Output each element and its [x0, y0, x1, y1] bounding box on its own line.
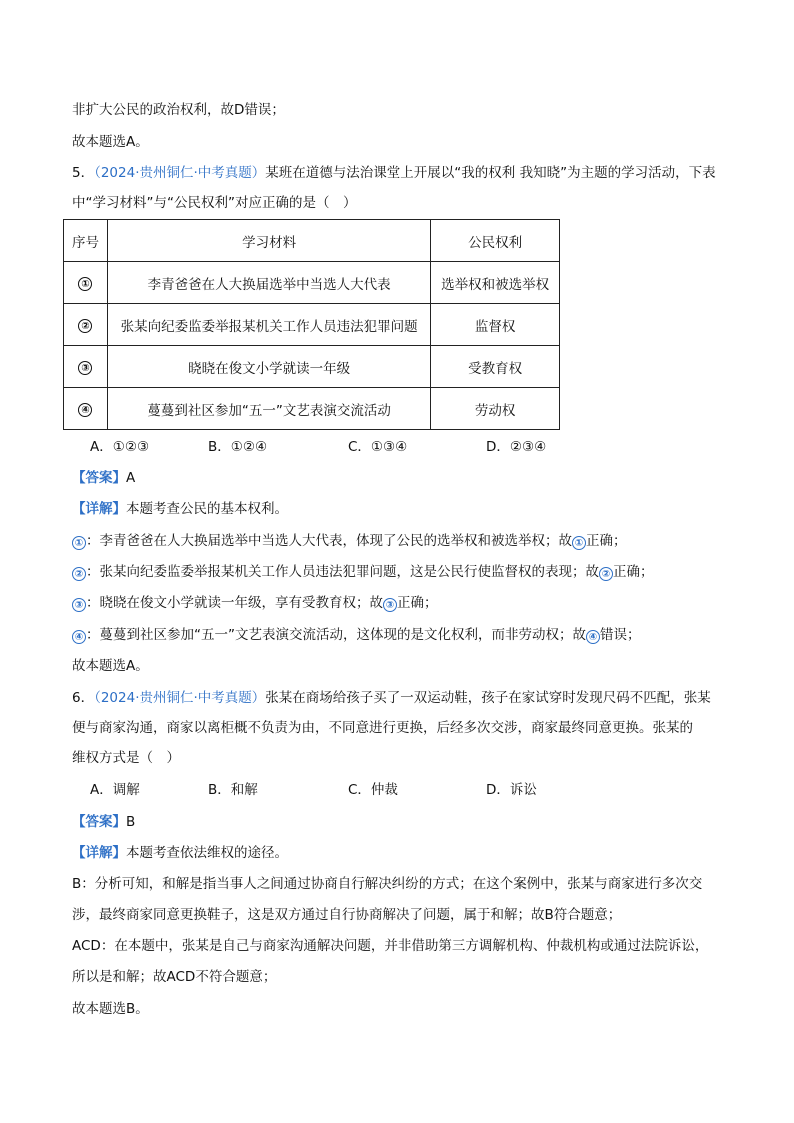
circled-number: ④	[586, 630, 600, 644]
answer-line	[72, 468, 135, 488]
detail-line	[72, 499, 288, 519]
table-cell: 李青爸爸在人大换届选举中当选人大代表	[107, 262, 430, 304]
analysis-line: ① ：李青爸爸在人大换届选举中当选人大代表，体现了公民的选举权和被选举权；故 ① 正确；	[72, 531, 627, 551]
text-line: 故本题选A。	[72, 134, 149, 150]
circled-number: ①	[78, 277, 92, 291]
detail-text: 本题考查依法维权的途径。	[126, 845, 288, 861]
analysis-line: ACD：在本题中，张某是自己与商家沟通解决问题，并非借助第三方调解机构、仲裁机构或通过法院诉讼，	[72, 938, 709, 954]
table-cell: 监督权	[431, 304, 560, 346]
option-b: B．①②④	[208, 439, 268, 455]
circled-number: ①	[572, 536, 586, 550]
table-row	[64, 346, 560, 388]
circled-number: ②	[599, 567, 613, 581]
circled-number: ③	[78, 361, 92, 375]
table-cell: 张某向纪委监委举报某机关工作人员违法犯罪问题	[107, 304, 430, 346]
rights-table	[63, 219, 560, 430]
analysis-line: B：分析可知，和解是指当事人之间通过协商自行解决纠纷的方式；在这个案例中，张某与商家进行多次交	[72, 876, 703, 892]
answer-value: B	[126, 814, 136, 830]
table-cell: 蔓蔓到社区参加“五一”文艺表演交流活动	[107, 388, 430, 430]
circled-number: ①	[72, 536, 86, 550]
question-number: 5．	[72, 165, 95, 181]
question-text: 某班在道德与法治课堂上开展以“我的权利 我知晓”为主题的学习活动，下表	[265, 165, 716, 181]
text-line: 非扩大公民的政治权利，故D错误；	[72, 102, 285, 118]
table-header-row	[64, 220, 560, 262]
table-header: 学习材料	[107, 220, 430, 262]
question-number: 6．	[72, 690, 95, 706]
detail-tag: 【详解】	[72, 501, 126, 517]
circled-number: ③	[383, 598, 397, 612]
table-row	[64, 304, 560, 346]
option-d: D．诉讼	[486, 782, 537, 798]
table-cell: 晓晓在俊文小学就读一年级	[107, 346, 430, 388]
conclusion-line: 故本题选A。	[72, 658, 149, 674]
question-text: 维权方式是（ ）	[72, 750, 180, 766]
analysis-line: ③ ：晓晓在俊文小学就读一年级，享有受教育权；故 ③ 正确；	[72, 593, 438, 613]
table-cell: 受教育权	[431, 346, 560, 388]
table-row	[64, 262, 560, 304]
analysis-line: 所以是和解；故ACD不符合题意；	[72, 969, 277, 985]
answer-tag: 【答案】	[72, 814, 126, 830]
analysis-line: ④ ：蔓蔓到社区参加“五一”文艺表演交流活动，这体现的是文化权利，而非劳动权；故 ④ 错误；	[72, 625, 641, 645]
question-source: （2024·贵州铜仁·中考真题）	[94, 165, 266, 181]
circled-number: ④	[78, 403, 92, 417]
detail-tag: 【详解】	[72, 845, 126, 861]
circled-number: ④	[72, 630, 86, 644]
question-5-stem	[72, 163, 716, 183]
answer-tag: 【答案】	[72, 470, 126, 486]
question-text: 便与商家沟通，商家以离柜概不负责为由，不同意进行更换，后经多次交涉，商家最终同意更换。张某的	[72, 720, 693, 736]
question-6-stem	[72, 688, 711, 708]
option-c: C．①③④	[348, 439, 408, 455]
option-a: A．①②③	[90, 439, 150, 455]
analysis-line: ② ：张某向纪委监委举报某机关工作人员违法犯罪问题，这是公民行使监督权的表现；故 ② 正确；	[72, 562, 654, 582]
answer-line	[72, 812, 135, 832]
table-cell: 选举权和被选举权	[431, 262, 560, 304]
answer-value: A	[126, 470, 136, 486]
question-text: 中“学习材料”与“公民权利”对应正确的是（ ）	[72, 195, 357, 211]
circled-number: ②	[78, 319, 92, 333]
table-header: 序号	[64, 220, 108, 262]
circled-number: ③	[72, 598, 86, 612]
option-b: B．和解	[208, 782, 258, 798]
analysis-line: 涉，最终商家同意更换鞋子，这是双方通过自行协商解决了问题，属于和解；故B符合题意；	[72, 907, 622, 923]
question-source: （2024·贵州铜仁·中考真题）	[94, 690, 266, 706]
conclusion-line: 故本题选B。	[72, 1001, 149, 1017]
option-d: D．②③④	[486, 439, 547, 455]
detail-line	[72, 843, 288, 863]
option-c: C．仲裁	[348, 782, 398, 798]
option-a: A．调解	[90, 782, 140, 798]
question-text: 张某在商场给孩子买了一双运动鞋，孩子在家试穿时发现尺码不匹配，张某	[265, 690, 711, 706]
circled-number: ②	[72, 567, 86, 581]
table-header: 公民权利	[431, 220, 560, 262]
table-row	[64, 388, 560, 430]
detail-text: 本题考查公民的基本权利。	[126, 501, 288, 517]
table-cell: 劳动权	[431, 388, 560, 430]
